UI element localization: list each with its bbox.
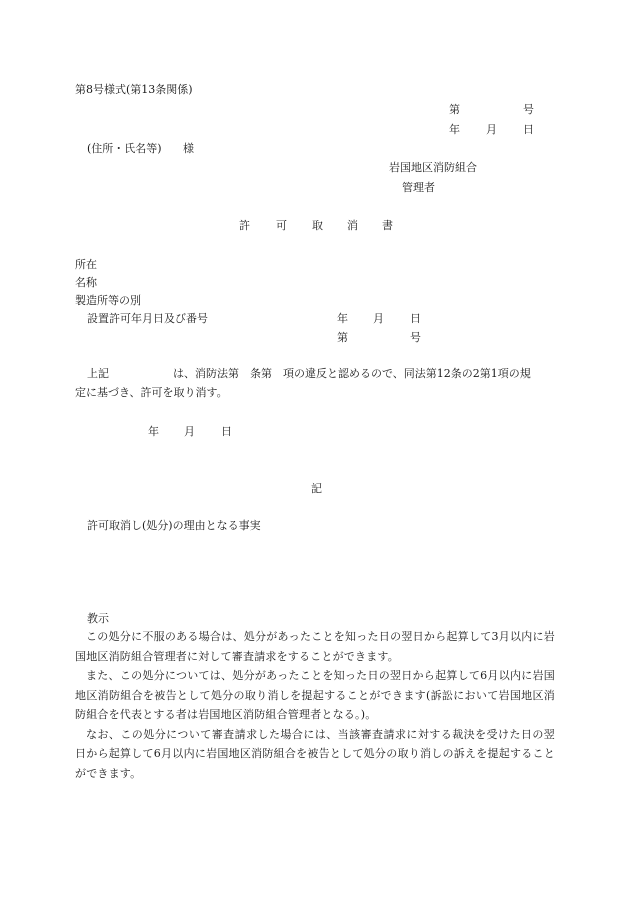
- issuer-org: 岩国地区消防組合: [389, 161, 477, 174]
- instruction-paragraph: また、この処分については、処分があったことを知った日の翌日から起算して6月以内に岩国地区消防組合を被告として処分の取り消しを提起することができます(訴訟において岩国地区消防組合を代表とする者は岩国地区消防組合管理者となる。)。: [75, 669, 555, 721]
- title-char: 取: [312, 219, 323, 232]
- title-char: 可: [276, 219, 287, 232]
- permit-date-month: 月: [373, 312, 384, 325]
- instruction-body: [75, 627, 555, 783]
- ki-label: 記: [311, 482, 322, 495]
- instruction-paragraph: なお、この処分について審査請求した場合には、当該審査請求に対する裁決を受けた日の翌日から起算して6月以内に岩国地区消防組合を被告として処分の取り消しの訴えを提起することができます。: [75, 727, 555, 780]
- doc-number-dai: 第: [449, 103, 460, 116]
- doc-number-go: 号: [523, 103, 534, 116]
- statement-line1: は、消防法第 条第 項の違反と認めるので、同法第12条の2第1項の規: [173, 367, 531, 380]
- decision-date-year: 年: [148, 425, 159, 438]
- instruction-paragraph: この処分に不服のある場合は、処分があったことを知った日の翌日から起算して3月以内に岩国地区消防組合管理者に対して審査請求をすることができます。: [75, 630, 555, 663]
- addressee-honorific: 様: [183, 142, 194, 155]
- statement-lead: 上記: [87, 367, 109, 380]
- issuer-title: 管理者: [402, 181, 435, 194]
- addressee-placeholder: (住所・氏名等): [87, 142, 162, 155]
- date-header-month: 月: [486, 123, 497, 136]
- title-char: 許: [239, 219, 250, 232]
- date-header-day: 日: [523, 123, 534, 136]
- permit-date-year: 年: [337, 312, 348, 325]
- permit-date-day: 日: [410, 312, 421, 325]
- field-name: 名称: [75, 276, 97, 289]
- field-location: 所在: [75, 258, 97, 271]
- reason-heading: 許可取消し(処分)の理由となる事実: [87, 519, 261, 532]
- decision-date-month: 月: [184, 425, 195, 438]
- date-header-year: 年: [449, 123, 460, 136]
- field-facility-type: 製造所等の別: [75, 294, 141, 307]
- field-permit-label: 設置許可年月日及び番号: [87, 312, 208, 325]
- permit-number-dai: 第: [337, 331, 348, 344]
- permit-number-go: 号: [410, 331, 421, 344]
- form-label: 第8号様式(第13条関係): [75, 83, 193, 96]
- decision-date-day: 日: [221, 425, 232, 438]
- statement-line2: 定に基づき、許可を取り消す。: [75, 386, 228, 399]
- title-char: 消: [347, 219, 358, 232]
- title-char: 書: [382, 219, 393, 232]
- instruction-heading: 教示: [87, 612, 109, 625]
